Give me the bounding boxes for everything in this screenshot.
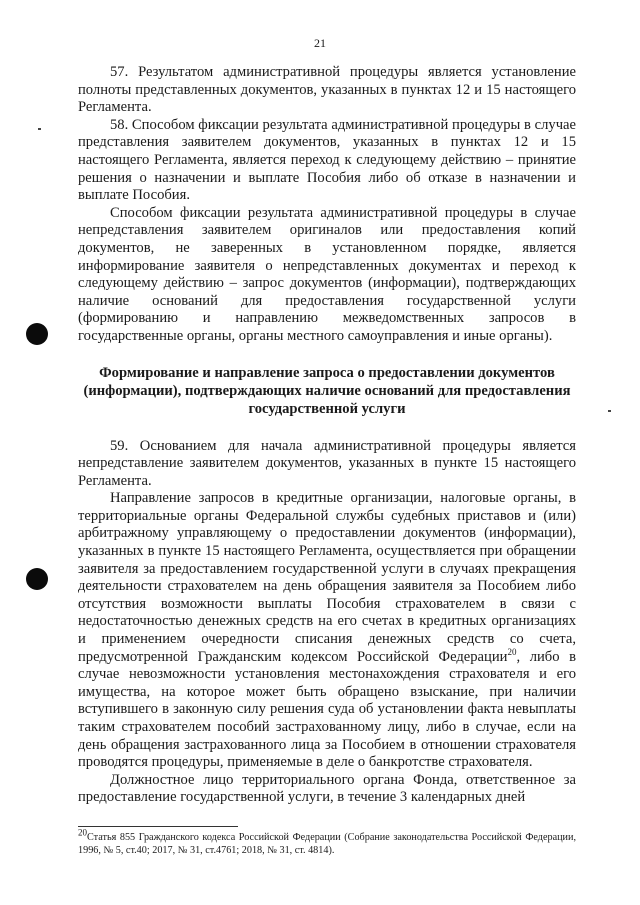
paragraph-57: 57. Результатом административной процедуры является установление полноты представленных документов, указанных в пунктах 12 и 15 настоящего Регламента. [78,64,576,116]
section-heading: Формирование и направление запроса о предоставлении документов (информации), подтверждающих наличие оснований для предоставления государственной услуги [83,364,571,417]
paragraph-59-requests [78,490,576,772]
footnote-divider [78,826,238,827]
footnote [78,827,576,857]
scan-speck [608,410,611,412]
punch-hole-upper [26,323,48,345]
paragraph-58: 58. Способом фиксации результата административной процедуры в случае представления заявителем документов, указанных в пунктах 12 и 15 настоящего Регламента, является переход к следующему действию – принятие решения о назначении и выплате Пособия либо об отказе в назначении и выплате Пособия. [78,116,576,204]
footnote-text: Статья 855 Гражданского кодекса Российской Федерации (Собрание законодательства Российской Федерации, 1996, № 5, ст.40; 2017, № 31, ст.4761; 2018, № 31, ст. 4814). [78,832,576,856]
paragraph-59: 59. Основанием для начала административной процедуры является непредставление заявителем документов, указанных в пункте 15 настоящего Регламента. [78,437,576,489]
footnote-reference: 20 [507,646,517,657]
footnote-marker: 20 [78,827,87,838]
document-body [78,64,576,807]
paragraph-59-requests-text-a: Направление запросов в кредитные организации, налоговые органы, в территориальные органы Федеральной службы судебных приставов и (или) арбитражному управляющему о предоставлении документов (информации), указанных в пункте 15 настоящего Регламента, осуществляется при обращении заявителя за предоставлением государственной услуги в случаях прекращения деятельности страхователем на день обращения заявителя за Пособием либо отсутствия возможности выплаты Пособия страхователем в связи с недостаточностью денежных средств на его счетах в кредитных организациях и применением очередности списания денежных средств со счета, предусмотренной Гражданским кодексом Российской Федерации [78,490,576,665]
paragraph-59-requests-text-b: , либо в случае невозможности установления местонахождения страхователя и его имущества, на которое может быть обращено взыскание, при наличии вступившего в законную силу решения суда об установлении факта невыплаты таким страхователем пособий застрахованному лицу, либо в случае, если на день обращения застрахованного лица за Пособием в отношении страхователя проводятся процедуры, применяемые в деле о банкротстве страхователя. [78,648,576,771]
page-number: 21 [314,36,326,50]
paragraph-59-official: Должностное лицо территориального органа Фонда, ответственное за предоставление государственной услуги, в течение 3 календарных дней [78,771,576,806]
punch-hole-lower [26,568,48,590]
footnote-area [78,826,576,857]
scan-speck [38,128,41,130]
paragraph-58-continuation: Способом фиксации результата административной процедуры в случае непредставления заявителем оригиналов или предоставления копий документов, не заверенных в установленном порядке, является информирование заявителя о непредставленных документах и переход к следующему действию – запрос документов (информации), подтверждающих наличие оснований для предоставления государственной услуги (формированию и направлению межведомственных запросов в государственные органы, органы местного самоуправления и иные органы). [78,204,576,344]
